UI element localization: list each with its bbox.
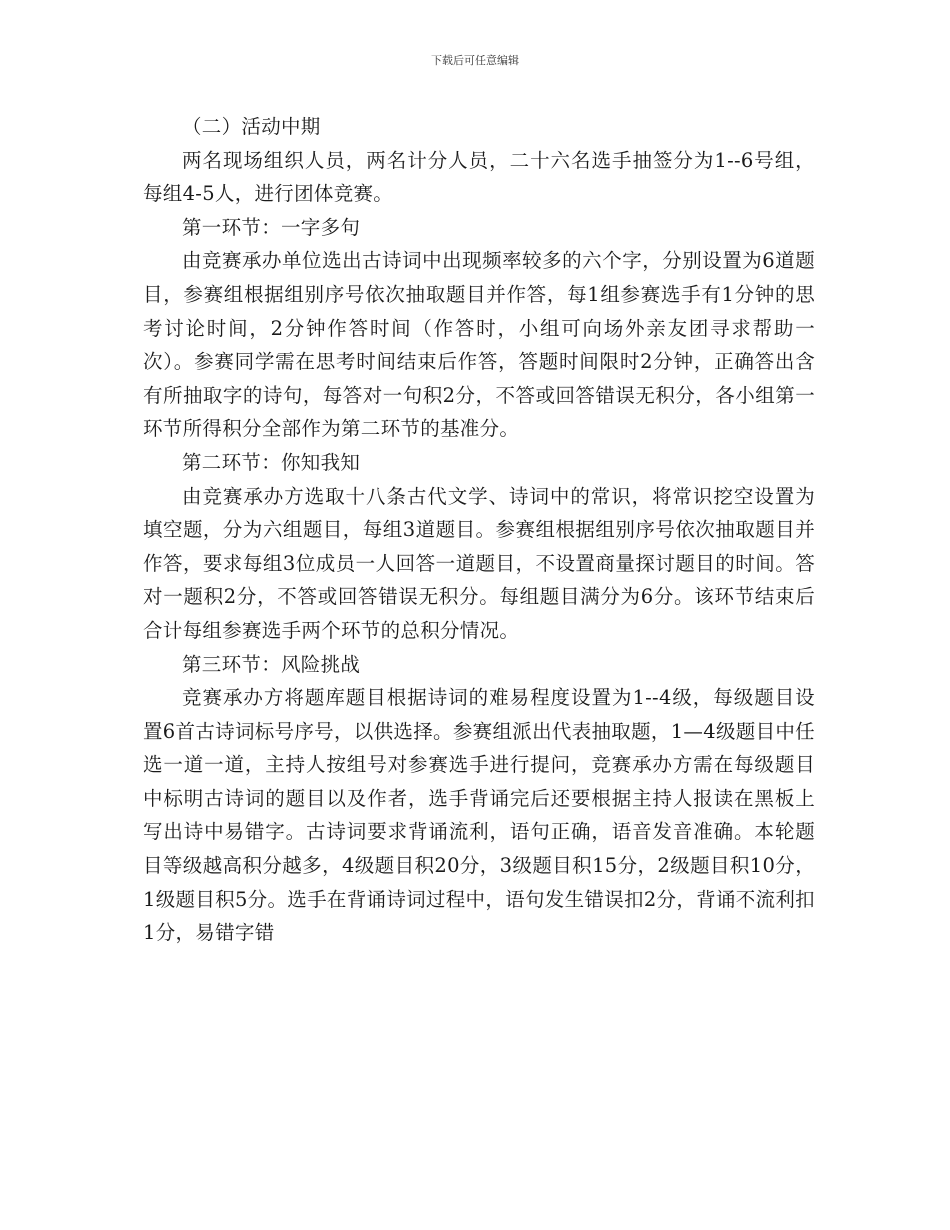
subsection-heading: 第三环节：风险挑战 xyxy=(182,652,361,676)
paragraph: 由竞赛承办方选取十八条古代文学、诗词中的常识，将常识挖空设置为填空题，分为六组题目，每组3道题目。参赛组根据组别序号依次抽取题目并作答，要求每组3位成员一人回答一道题目，不设置商量探讨题目的时间。答对一题积2分，不答或回答错误无积分。每组题目满分为6分。该环节结束后合计每组参赛选手两个环节的总积分情况。 xyxy=(143,484,815,642)
document-body xyxy=(143,110,815,950)
paragraph: 由竞赛承办单位选出古诗词中出现频率较多的六个字，分别设置为6道题目，参赛组根据组别序号依次抽取题目并作答，每1组参赛选手有1分钟的思考讨论时间，2分钟作答时间（作答时，小组可向场外亲友团寻求帮助一次）。参赛同学需在思考时间结束后作答，答题时间限时2分钟，正确答出含有所抽取字的诗句，每答对一句积2分，不答或回答错误无积分，各小组第一环节所得积分全部作为第二环节的基准分。 xyxy=(143,249,815,441)
page-header: 下载后可任意编辑 xyxy=(431,54,519,67)
subsection-heading: 第二环节：你知我知 xyxy=(182,450,361,474)
paragraph: 竞赛承办方将题库题目根据诗词的难易程度设置为1--4级，每级题目设置6首古诗词标号序号，以供选择。参赛组派出代表抽取题，1—4级题目中任选一道一道，主持人按组号对参赛选手进行提问，竞赛承办方需在每级题目中标明古诗词的题目以及作者，选手背诵完后还要根据主持人报读在黑板上写出诗中易错字。古诗词要求背诵流利，语句正确，语音发音准确。本轮题目等级越高积分越多，4级题目积20分，3级题目积15分，2级题目积10分，1级题目积5分。选手在背诵诗词过程中，语句发生错误扣2分，背诵不流利扣1分，易错字错 xyxy=(143,686,815,945)
subsection-heading: 第一环节：一字多句 xyxy=(182,215,361,239)
section-heading: （二）活动中期 xyxy=(182,115,321,138)
paragraph: 两名现场组织人员，两名计分人员，二十六名选手抽签分为1--6号组，每组4-5人，进行团体竞赛。 xyxy=(143,148,815,206)
